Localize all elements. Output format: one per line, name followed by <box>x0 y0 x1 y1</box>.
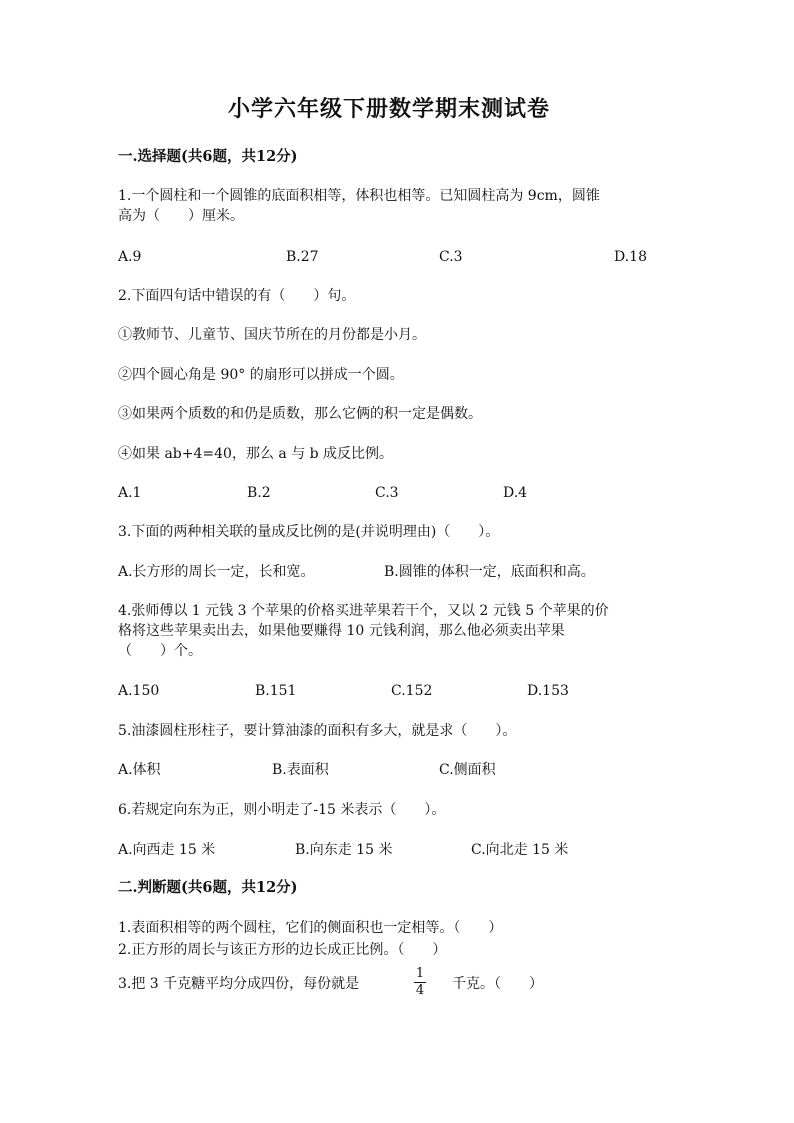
question-4-option-a[interactable]: A.150 <box>118 683 160 699</box>
fraction-numerator: 1 <box>415 966 425 981</box>
question-6-line-1: 6.若规定向东为正，则小明走了-15 米表示（ ）。 <box>118 802 446 818</box>
question-1-option-d[interactable]: D.18 <box>614 249 647 265</box>
question-4-line-3: （ ）个。 <box>118 643 202 659</box>
question-3-line-1: 3.下面的两种相关联的量成反比例的是(并说明理由)（ ）。 <box>118 524 500 540</box>
question-2-statement-1: ①教师节、儿童节、国庆节所在的月份都是小月。 <box>118 327 426 343</box>
question-1-option-c[interactable]: C.3 <box>439 249 463 265</box>
question-5-option-b[interactable]: B.表面积 <box>272 762 329 778</box>
question-6-option-a[interactable]: A.向西走 15 米 <box>118 842 216 858</box>
question-4-line-1: 4.张师傅以 1 元钱 3 个苹果的价格买进苹果若干个，又以 2 元钱 5 个苹果的价 <box>118 603 609 619</box>
question-4-option-d[interactable]: D.153 <box>527 683 569 699</box>
question-5-option-c[interactable]: C.侧面积 <box>439 762 496 778</box>
judge-question-1: 1.表面积相等的两个圆柱，它们的侧面积也一定相等。（ ） <box>118 920 503 936</box>
question-2-line-1: 2.下面四句话中错误的有（ ）句。 <box>118 288 356 304</box>
fraction-one-quarter <box>414 967 426 998</box>
question-2-option-a[interactable]: A.1 <box>118 485 142 501</box>
question-1-line-2: 高为（ ）厘米。 <box>118 208 244 224</box>
question-3-option-b[interactable]: B.圆锥的体积一定，底面积和高。 <box>384 564 595 580</box>
question-1-option-b[interactable]: B.27 <box>286 249 319 265</box>
judge-question-3-text: 3.把 3 千克糖平均分成四份，每份就是 <box>118 976 360 992</box>
question-2-option-c[interactable]: C.3 <box>375 485 399 501</box>
section-heading-choice: 一.选择题(共6题，共12分) <box>118 148 298 165</box>
question-2-option-d[interactable]: D.4 <box>503 485 528 501</box>
fraction-denominator: 4 <box>415 983 425 998</box>
question-6-option-b[interactable]: B.向东走 15 米 <box>295 842 393 858</box>
question-1-line-1: 1.一个圆柱和一个圆锥的底面积相等，体积也相等。已知圆柱高为 9cm，圆锥 <box>118 188 600 204</box>
section-heading-true-false: 二.判断题(共6题，共12分) <box>118 879 298 896</box>
judge-question-3-suffix: 千克。（ ） <box>452 976 543 992</box>
question-2-statement-3: ③如果两个质数的和仍是质数，那么它俩的积一定是偶数。 <box>118 406 482 422</box>
question-4-option-c[interactable]: C.152 <box>391 683 433 699</box>
question-2-statement-4: ④如果 ab+4=40，那么 a 与 b 成反比例。 <box>118 446 394 462</box>
question-1-option-a[interactable]: A.9 <box>118 249 142 265</box>
question-2-option-b[interactable]: B.2 <box>247 485 271 501</box>
question-4-option-b[interactable]: B.151 <box>255 683 297 699</box>
judge-question-2: 2.正方形的周长与该正方形的边长成正比例。（ ） <box>118 942 447 958</box>
question-2-statement-2: ②四个圆心角是 90° 的扇形可以拼成一个圆。 <box>118 367 404 383</box>
question-6-option-c[interactable]: C.向北走 15 米 <box>471 842 569 858</box>
page-title: 小学六年级下册数学期末测试卷 <box>228 96 551 122</box>
question-3-option-a[interactable]: A.长方形的周长一定，长和宽。 <box>118 564 315 580</box>
question-5-option-a[interactable]: A.体积 <box>118 762 161 778</box>
question-5-line-1: 5.油漆圆柱形柱子，要计算油漆的面积有多大，就是求（ ）。 <box>118 723 517 739</box>
question-4-line-2: 格将这些苹果卖出去，如果他要赚得 10 元钱利润，那么他必须卖出苹果 <box>118 623 565 639</box>
